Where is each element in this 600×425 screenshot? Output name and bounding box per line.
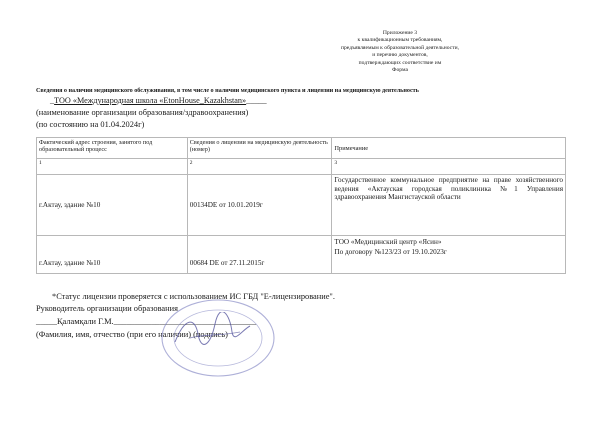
header-license: Сведения о лицензии на медицинскую деятельность (номер)	[187, 138, 332, 159]
document-heading: Сведения о наличии медицинского обслуживания, в том числе о наличии медицинского пункта и лицензии на медицинскую деятельность	[36, 87, 419, 94]
note-cell: Государственное коммунальное предприятие на праве хозяйственного ведения «Актауская городская поликлиника №1 Управления здравоохранения Мангистауской области	[332, 175, 566, 236]
table-row	[37, 236, 566, 274]
org-prefix: _	[50, 96, 55, 105]
appendix-line: подтверждающих соответствие им	[358, 59, 442, 66]
appendix-line: и перечню документов,	[372, 52, 428, 59]
license-cell: 00134DE от 10.01.2019г	[187, 175, 332, 236]
column-number: 3	[332, 159, 566, 175]
head-name-line: _____Қаламқали Г.М.__________________________________	[36, 317, 257, 326]
appendix-line: Форма	[392, 67, 408, 74]
organization-line	[50, 96, 267, 105]
address-cell: г.Актау, здание №10	[37, 175, 188, 236]
organization-caption: (наименование организации образования/здравоохранения)	[36, 108, 249, 117]
column-number: 2	[187, 159, 332, 175]
head-label: Руководитель организации образования	[36, 304, 178, 313]
license-status-note: *Статус лицензии проверяется с использованием ИС ГБД "Е-лицензирование".	[52, 292, 335, 301]
license-cell: 00684 DE от 27.11.2015г	[187, 236, 332, 274]
medical-info-table	[36, 137, 566, 274]
appendix-line: Приложение 3	[382, 30, 418, 36]
note-line: ТОО «Медицинский центр «Ясин»	[334, 238, 442, 246]
signature-icon	[170, 312, 260, 352]
appendix-block	[300, 30, 500, 74]
table-number-row	[37, 159, 566, 175]
appendix-line: к квалификационным требованиям,	[357, 37, 443, 44]
note-line: По договору №123/23 от 19.10.2023г	[334, 248, 447, 256]
header-address: Фактический адрес строения, занятого под образовательный процесс	[37, 138, 188, 159]
organization-name: ТОО «Международная школа «EtonHouse_Kazakhstan»	[54, 96, 247, 105]
note-cell	[332, 236, 566, 274]
table-row	[37, 175, 566, 236]
table-header-row	[37, 138, 566, 159]
appendix-line: предъявляемым к образовательной деятельности,	[341, 44, 459, 51]
address-cell: г.Актау, здание №10	[37, 236, 188, 274]
date-line: (по состоянию на 01.04.2024г)	[36, 120, 145, 129]
column-number: 1	[37, 159, 188, 175]
header-note: Примечание	[332, 138, 566, 159]
org-suffix: _____	[246, 96, 267, 105]
signature-caption: (Фамилия, имя, отчество (при его наличии) (подпись)	[36, 330, 228, 339]
